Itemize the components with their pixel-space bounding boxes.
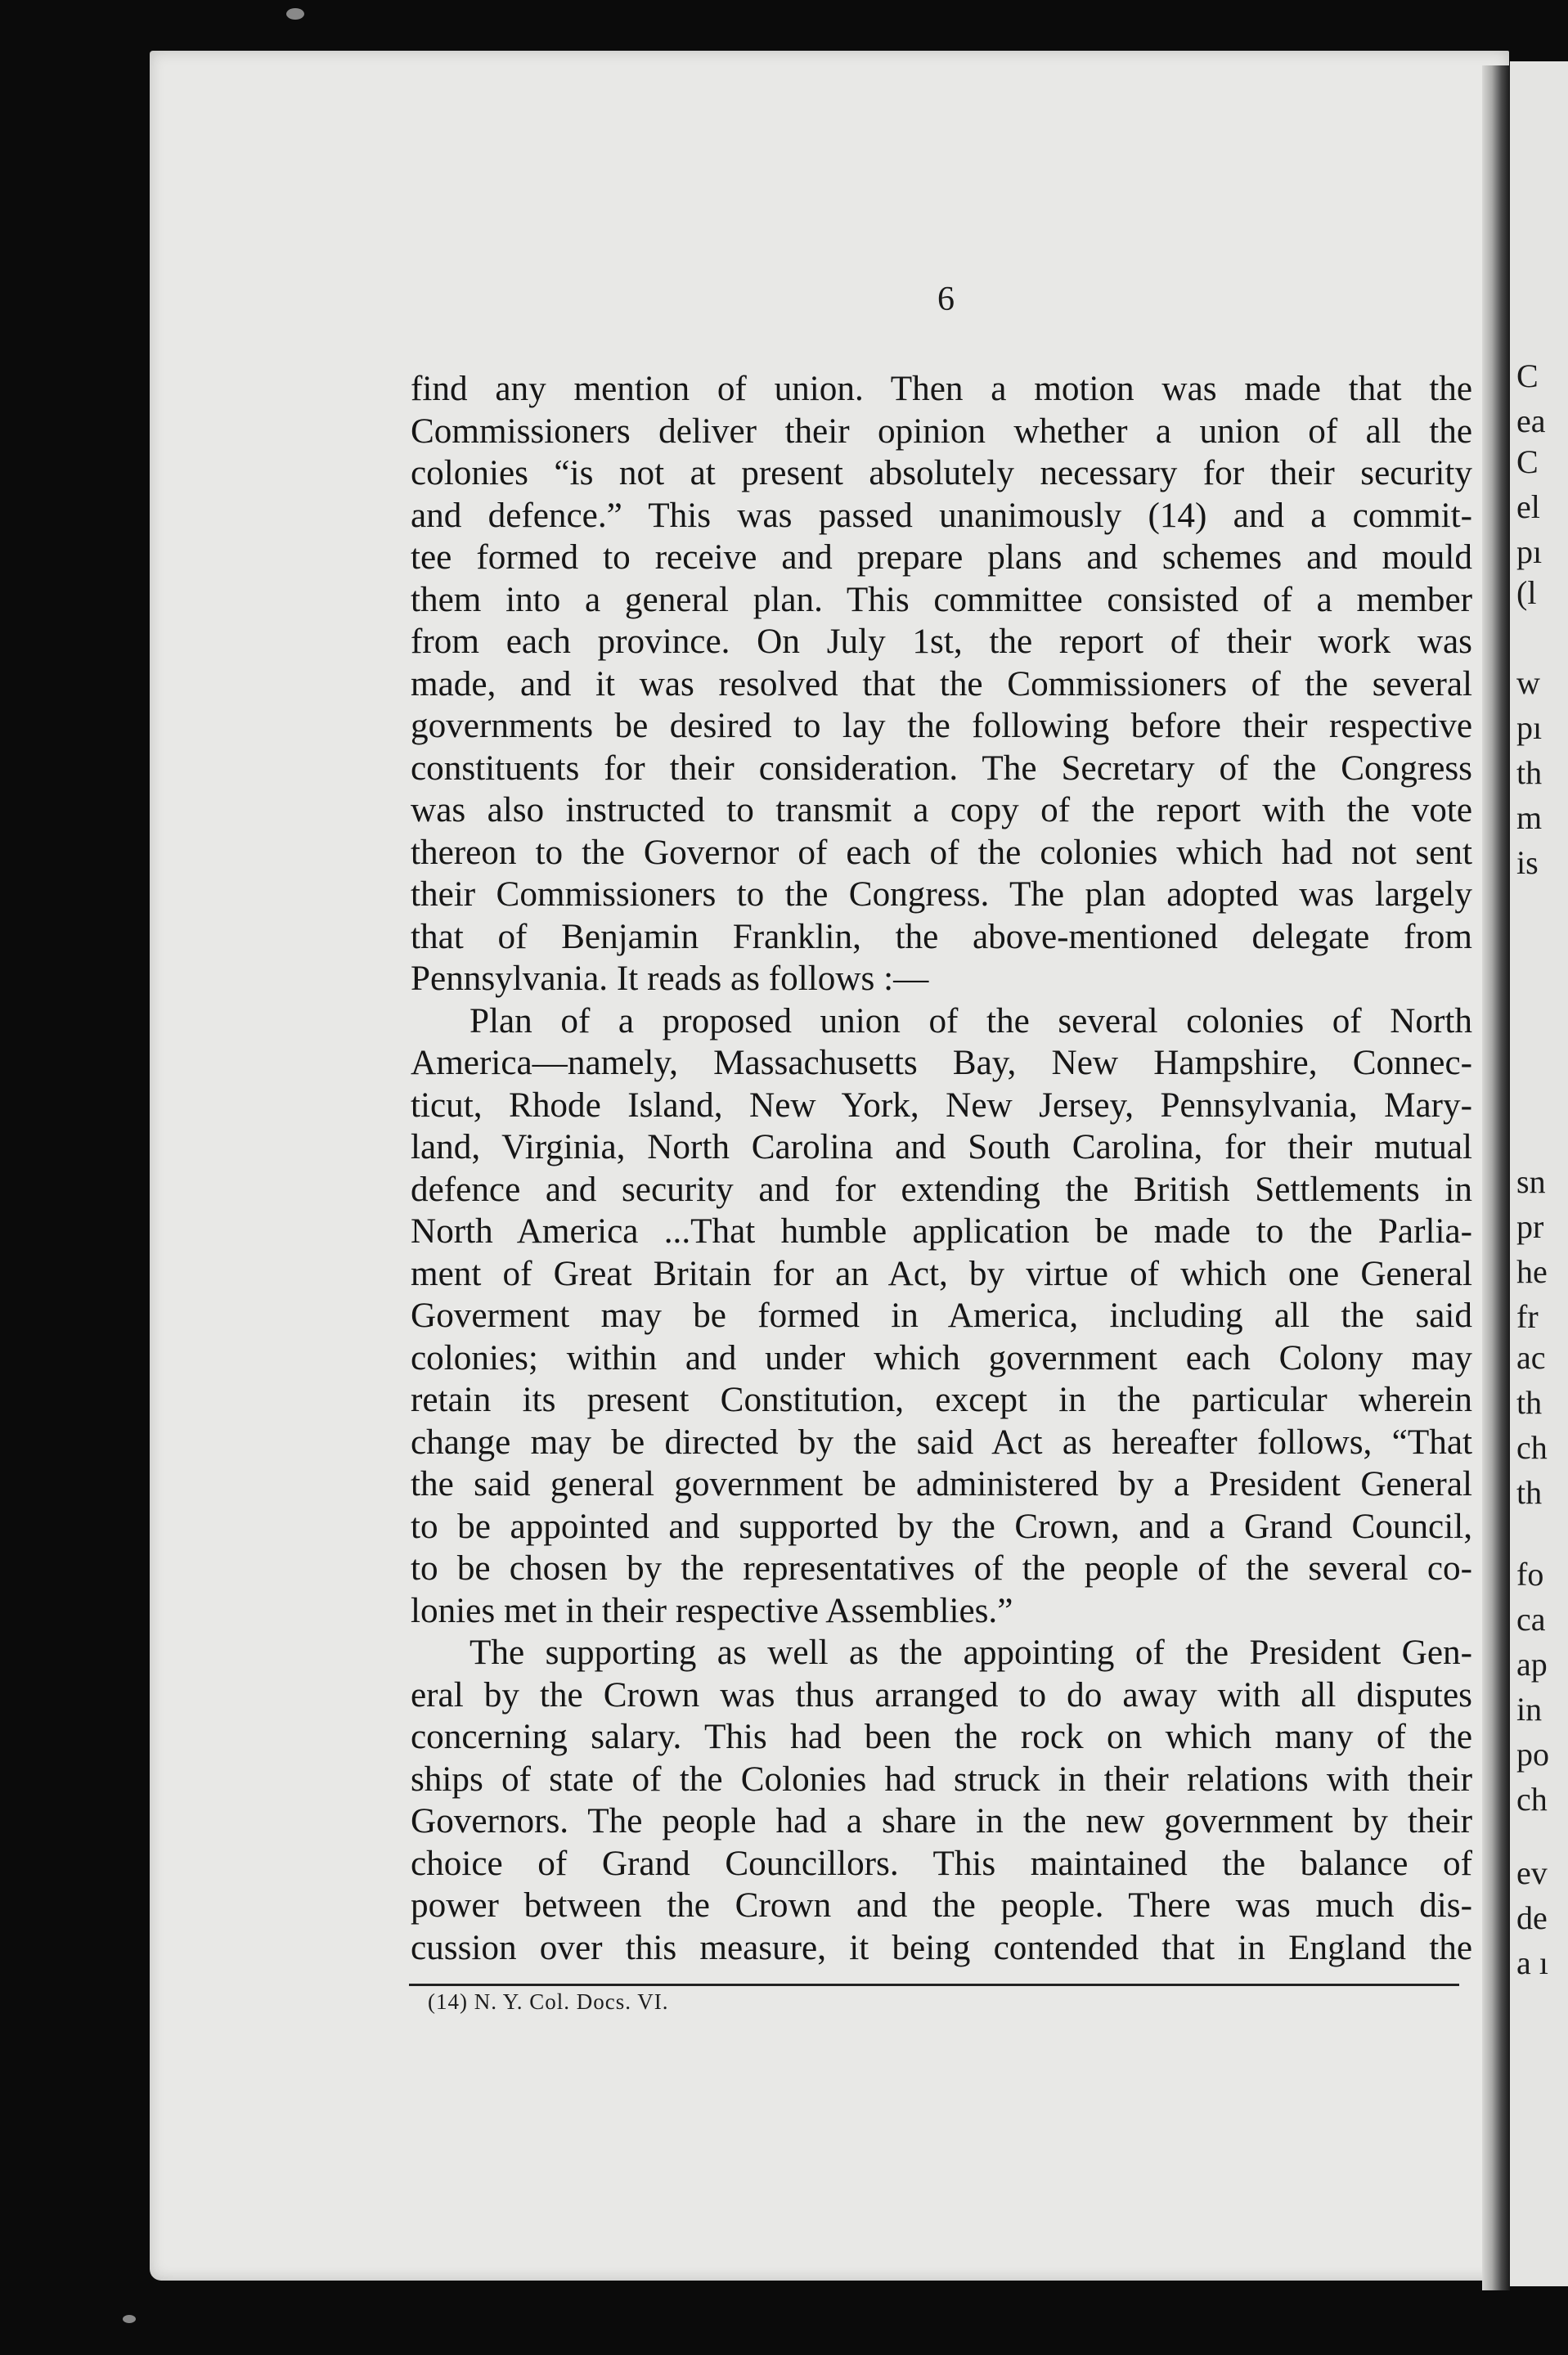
adjacent-page-fragment: sn: [1516, 1163, 1546, 1200]
text-line: power between the Crown and the people. There was much dis-: [411, 1886, 1472, 1925]
text-line: Commissioners deliver their opinion whether a union of all the: [411, 411, 1472, 451]
text-line: ships of state of the Colonies had struck in their relations with their: [411, 1760, 1472, 1799]
scan-artifact: [123, 2315, 136, 2323]
text-line: that of Benjamin Franklin, the above-mentioned delegate from: [411, 917, 1472, 956]
adjacent-page-fragment: pı: [1516, 533, 1543, 570]
text-line: choice of Grand Councillors. This maintained the balance of: [411, 1844, 1472, 1883]
adjacent-page-fragment: pr: [1516, 1208, 1544, 1245]
adjacent-page-fragment: in: [1516, 1691, 1543, 1728]
adjacent-page-fragment: he: [1516, 1253, 1548, 1290]
adjacent-page-fragment: fr: [1516, 1298, 1539, 1335]
body-text: [411, 368, 1472, 1969]
text-line: the said general government be administered by a President General: [411, 1465, 1472, 1503]
text-line: to be chosen by the representatives of the people of the several co-: [411, 1549, 1472, 1588]
book-gutter: [1482, 65, 1510, 2290]
footnote: (14) N. Y. Col. Docs. VI.: [428, 1989, 669, 2014]
text-line: lonies met in their respective Assemblies.”: [411, 1591, 1013, 1630]
text-line: change may be directed by the said Act as hereafter follows, “That: [411, 1422, 1472, 1462]
text-line: Goverment may be formed in America, including all the said: [411, 1297, 1472, 1335]
text-line: was also instructed to transmit a copy of the report with the vote: [411, 791, 1472, 829]
adjacent-page-fragment: de: [1516, 1899, 1548, 1936]
text-line: from each province. On July 1st, the report of their work was: [411, 622, 1472, 661]
text-line: to be appointed and supported by the Crown, and a Grand Council,: [411, 1507, 1472, 1546]
adjacent-page-fragment: th: [1516, 1474, 1543, 1511]
adjacent-page-strip: [1510, 61, 1568, 2286]
adjacent-page-fragment: th: [1516, 1384, 1543, 1421]
adjacent-page-fragment: m: [1516, 799, 1543, 836]
text-line: Plan of a proposed union of the several colonies of North: [470, 1001, 1472, 1040]
text-line: thereon to the Governor of each of the colonies which had not sent: [411, 833, 1472, 872]
text-line: Pennsylvania. It reads as follows :—: [411, 960, 929, 998]
text-line: defence and security and for extending the British Settlements in: [411, 1170, 1472, 1209]
adjacent-page-fragment: ca: [1516, 1601, 1546, 1638]
text-line: colonies; within and under which government each Colony may: [411, 1338, 1472, 1377]
adjacent-page-fragment: po: [1516, 1736, 1549, 1773]
text-line: eral by the Crown was thus arranged to do away with all disputes: [411, 1675, 1472, 1715]
adjacent-page-fragment: ch: [1516, 1781, 1548, 1818]
adjacent-page-fragment: (l: [1516, 574, 1537, 611]
adjacent-page-fragment: w: [1516, 664, 1540, 701]
adjacent-page-fragment: ch: [1516, 1429, 1548, 1466]
text-line: ticut, Rhode Island, New York, New Jersey, Pennsylvania, Mary-: [411, 1085, 1472, 1125]
text-line: them into a general plan. This committee consisted of a member: [411, 580, 1472, 619]
text-line: concerning salary. This had been the rock on which many of the: [411, 1718, 1472, 1756]
adjacent-page-fragment: ea: [1516, 402, 1546, 439]
adjacent-page-fragment: a ı: [1516, 1944, 1548, 1981]
text-line: The supporting as well as the appointing of the President Gen-: [470, 1634, 1472, 1672]
text-line: colonies “is not at present absolutely necessary for their security: [411, 454, 1472, 492]
text-line: governments be desired to lay the following before their respective: [411, 707, 1472, 745]
text-line: retain its present Constitution, except in the particular wherein: [411, 1381, 1472, 1419]
adjacent-page-fragment: is: [1516, 844, 1539, 881]
footnote-rule: [409, 1984, 1459, 1986]
text-line: find any mention of union. Then a motion was made that the: [411, 370, 1472, 408]
text-line: Governors. The people had a share in the new government by their: [411, 1802, 1472, 1840]
adjacent-page-fragment: C: [1516, 357, 1539, 394]
text-line: and defence.” This was passed unanimously (14) and a commit-: [411, 496, 1472, 535]
text-line: made, and it was resolved that the Commissioners of the several: [411, 664, 1472, 703]
text-line: constituents for their consideration. The Secretary of the Congress: [411, 748, 1472, 788]
text-line: North America ...That humble application be made to the Parlia-: [411, 1212, 1472, 1251]
text-line: their Commissioners to the Congress. The plan adopted was largely: [411, 875, 1472, 914]
adjacent-page-fragment: ac: [1516, 1339, 1546, 1376]
text-line: America—namely, Massachusetts Bay, New Hampshire, Connec-: [411, 1044, 1472, 1082]
adjacent-page-fragment: ap: [1516, 1646, 1548, 1683]
adjacent-page-fragment: el: [1516, 488, 1540, 525]
adjacent-page-fragment: ev: [1516, 1854, 1548, 1891]
text-line: cussion over this measure, it being contended that in England the: [411, 1928, 1472, 1967]
adjacent-page-fragment: th: [1516, 754, 1543, 791]
text-line: ment of Great Britain for an Act, by virtue of which one General: [411, 1254, 1472, 1293]
adjacent-page-fragment: pı: [1516, 709, 1543, 746]
adjacent-page-fragment: fo: [1516, 1556, 1544, 1593]
text-line: land, Virginia, North Carolina and South Carolina, for their mutual: [411, 1128, 1472, 1166]
adjacent-page-fragment: C: [1516, 443, 1539, 480]
scan-artifact: [286, 8, 304, 20]
text-line: tee formed to receive and prepare plans and schemes and mould: [411, 538, 1472, 577]
page-number: 6: [937, 281, 955, 318]
